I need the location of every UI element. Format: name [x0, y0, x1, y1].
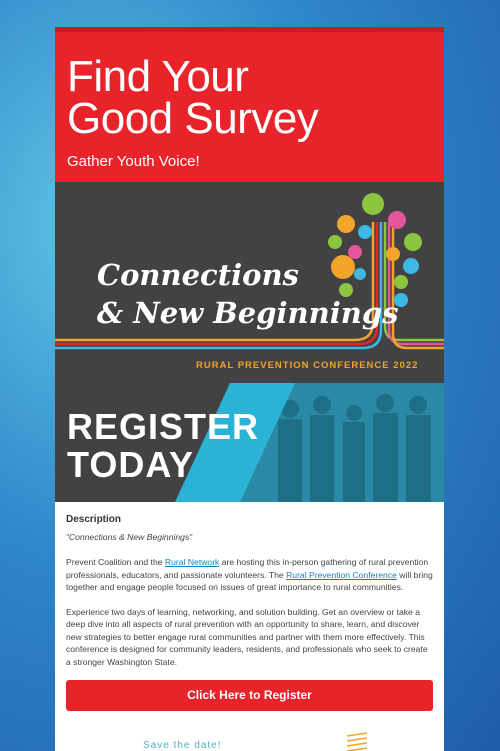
- leaf-icon: [362, 193, 384, 215]
- content-section: [55, 502, 444, 711]
- description-paragraph-1: Prevent Coalition and the Rural Network are hosting this in-person gathering of rural prevention professionals, educators, and passionate volunteers. The Rural Prevention Conference will bring together and engage people focused on issues of great importance to rural communities.: [66, 557, 433, 592]
- description-quote: “Connections & New Beginnings”: [66, 531, 193, 542]
- leaf-icon: [337, 215, 355, 233]
- conference-banner: [55, 182, 444, 502]
- leaf-icon: [404, 233, 422, 251]
- leaf-icon: [328, 235, 342, 249]
- save-the-date-text: Save the date!: [143, 740, 222, 751]
- conference-name: RURAL PREVENTION CONFERENCE 2022: [196, 360, 419, 371]
- register-banner: [55, 383, 444, 502]
- leaf-icon: [403, 258, 419, 274]
- register-button[interactable]: Click Here to Register: [66, 680, 433, 711]
- rural-prevention-conference-link[interactable]: Rural Prevention Conference: [286, 569, 397, 580]
- leaf-icon: [388, 211, 406, 229]
- page-title: Find Your Good Survey: [67, 52, 319, 143]
- rural-network-link[interactable]: Rural Network: [164, 557, 220, 567]
- leaf-icon: [358, 225, 372, 239]
- conference-theme: Connections & New Beginnings: [97, 258, 399, 330]
- description-heading: Description: [66, 514, 122, 525]
- page-subtitle: Gather Youth Voice!: [67, 153, 200, 170]
- register-today-heading: REGISTER TODAY: [67, 406, 260, 485]
- description-paragraph-2: Experience two days of learning, networking, and solution building. Get an overview or take a deep dive into all aspects of rural prevention with an opportunity to share, learn, and discover new strategies to better engage rural communities and partner with them more effectively. This conference is designed for community leaders, residents, and professionals who seek to create a stronger Washington State.: [66, 606, 428, 667]
- header: [55, 27, 444, 182]
- calendar-icon: [345, 732, 369, 751]
- newsletter-card: [55, 27, 444, 751]
